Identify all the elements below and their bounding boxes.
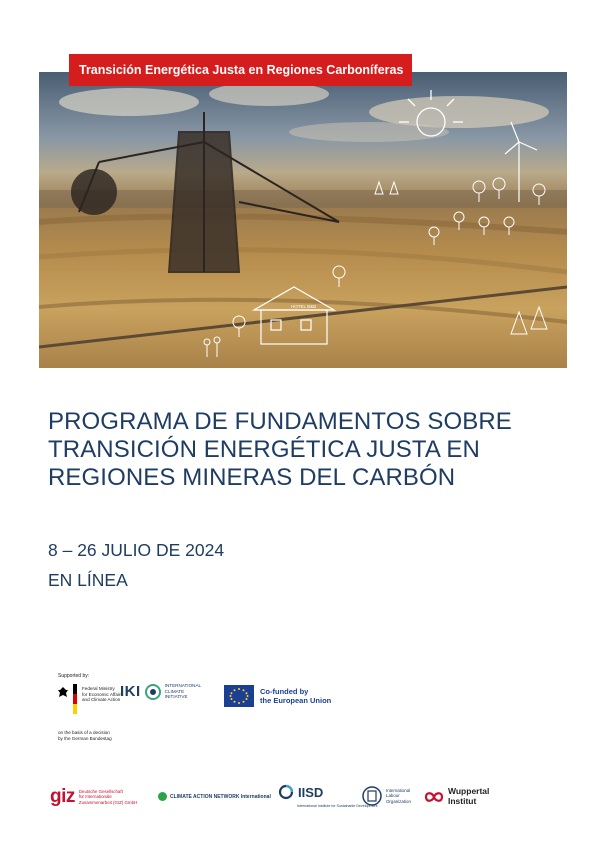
people-sketch-icon (204, 337, 220, 357)
iisd-subtitle: International Institute for Sustainable Development (297, 804, 378, 808)
can-globe-icon (158, 792, 167, 801)
wuppertal-logo (424, 787, 489, 806)
can-logo (158, 792, 271, 801)
german-flag-icon (73, 684, 77, 714)
ilo-logo (362, 786, 411, 806)
event-dates: 8 – 26 JULIO DE 2024 (48, 540, 225, 560)
eagle-icon (58, 686, 68, 698)
ilo-subtitle: International Labour Organization (386, 788, 411, 804)
iki-logo (120, 683, 201, 700)
bmwk-logo (58, 684, 123, 714)
iki-wordmark: IKI (120, 683, 141, 700)
iisd-logo (278, 784, 378, 808)
mine-landscape-illustration (39, 72, 567, 368)
eu-cofunded-text: Co-funded by the European Union (260, 687, 332, 705)
title-line-2: TRANSICIÓN ENERGÉTICA JUSTA EN (48, 436, 480, 463)
iisd-ring-icon (278, 784, 294, 800)
title-line-1: PROGRAMA DE FUNDAMENTOS SOBRE (48, 408, 512, 435)
partner-logos (50, 780, 570, 816)
page-title (48, 408, 568, 492)
hero-image (39, 72, 567, 368)
giz-subtitle: Deutsche Gesellschaft für Internationale Zusammenarbeit (GIZ) GmbH (78, 789, 138, 805)
wuppertal-infinity-icon (424, 791, 444, 803)
hotel-sign: HOTEL B&B (291, 304, 317, 309)
bundestag-decision-note: on the basis of a decision by the German Bundestag (58, 730, 112, 741)
giz-wordmark: giz (50, 786, 75, 807)
eu-flag-icon (224, 685, 254, 707)
event-mode: EN LÍNEA (48, 570, 128, 590)
iki-globe-icon (145, 684, 161, 700)
wuppertal-wordmark: Wuppertal Institut (448, 786, 490, 806)
can-wordmark: CLIMATE ACTION NETWORK International (170, 793, 271, 800)
program-banner (69, 54, 412, 86)
banner-label: Transición Energética Justa en Regiones Carboníferas (79, 63, 404, 77)
title-line-3: REGIONES MINERAS DEL CARBÓN (48, 464, 456, 491)
bmwk-name: Federal Ministry for Economic Affairs and Climate Action (82, 686, 123, 703)
giz-logo (50, 786, 137, 808)
supported-by-label: Supported by: (58, 673, 90, 679)
iisd-wordmark: IISD (298, 784, 324, 800)
eu-cofunded-logo (224, 685, 331, 707)
iki-subtitle: INTERNATIONAL CLIMATE INITIATIVE (164, 683, 202, 700)
ilo-emblem-icon (362, 786, 382, 806)
